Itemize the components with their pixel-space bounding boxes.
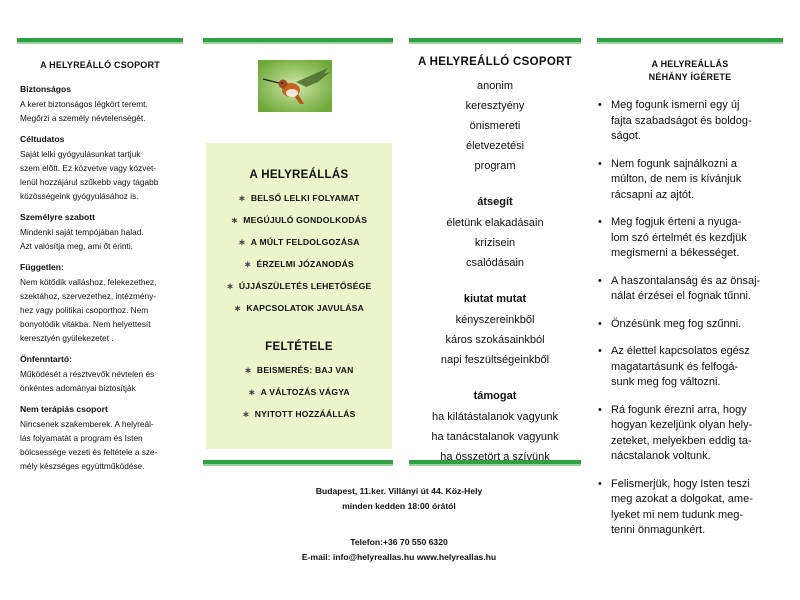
recovery-item <box>206 381 392 403</box>
promise-item: • Meg fogjuk érteni a nyuga- lom szó értelmét és kezdjük megismerni a békességet. <box>598 215 782 262</box>
program-group <box>410 386 580 467</box>
group-line: káros szokásainkból <box>445 334 545 346</box>
divider-top-1 <box>17 38 183 44</box>
feature-list <box>20 82 180 473</box>
program-word: életvezetési <box>465 140 525 152</box>
column-title: A HELYREÁLLÁS NÉHÁNY ÍGÉRETE <box>648 59 732 82</box>
promise-item: • Felismerjük, hogy Isten teszi meg azokat a dolgokat, ame- lyeket mi nem tudunk meg- tenni önmagunkért. <box>598 477 782 539</box>
promise-item: • Az élettel kapcsolatos egész magatartásunk és felfogá- sunk meg fog változni. <box>598 344 782 391</box>
recovery-title: A HELYREÁLLÁS <box>249 169 349 181</box>
column-title: A HELYREÁLLÓ CSOPORT <box>40 60 160 70</box>
condition-list <box>206 359 392 425</box>
asterisk-icon: ∗ <box>226 281 234 291</box>
feature-section <box>20 82 180 125</box>
address-line: Budapest, 11.ker. Villányi út 44. Köz-Hely <box>315 486 483 496</box>
asterisk-icon: ∗ <box>244 365 252 375</box>
group-line: kényszereinkből <box>455 314 535 326</box>
feature-section <box>20 402 180 473</box>
item-label: ÉRZELMI JÓZANODÁS <box>256 259 354 269</box>
feature-text: Nincsenek szakemberek. A helyreál- lás folyamatát a program és Isten bölcsessége vezeti és feltétele a sze- mély készséges együttműködése. <box>20 419 158 471</box>
item-label: BEISMERÉS: BAJ VAN <box>256 365 354 375</box>
recovery-item <box>206 253 392 275</box>
feature-text: A keret biztonságos légkört teremt. Megőrzi a személy névtelenségét. <box>20 99 148 123</box>
promise-list <box>598 98 782 539</box>
promise-item: • Rá fogunk érezni arra, hogy hogyan kezeljünk olyan hely- zeteket, melyekben eddig ta- nácstalanok voltunk. <box>598 403 782 465</box>
feature-text: Saját lelki gyógyulásunkat tartjuk szem előtt. Ez közvetve vagy közvet- lenül hozzájárul szűkebb vagy tágabb közösségeink gyógyulásához is. <box>20 149 159 201</box>
asterisk-icon: ∗ <box>248 387 256 397</box>
recovery-item <box>206 403 392 425</box>
program-group <box>410 289 580 370</box>
asterisk-icon: ∗ <box>238 193 246 203</box>
group-line: ha kilátástalanok vagyunk <box>432 411 558 423</box>
program-intro <box>410 76 580 176</box>
group-line: napi feszültségeinkből <box>440 354 550 366</box>
recovery-item <box>206 231 392 253</box>
item-label: BELSŐ LELKI FOLYAMAT <box>250 193 360 203</box>
feature-section <box>20 132 180 203</box>
condition-title: FELTÉTELE <box>265 341 333 353</box>
feature-heading: Céltudatos <box>20 134 65 144</box>
phone-line: Telefon:+36 70 550 6320 <box>350 537 448 547</box>
group-line: csalódásain <box>465 257 525 269</box>
feature-heading: Nem terápiás csoport <box>20 404 108 414</box>
group-heading: támogat <box>473 390 517 402</box>
feature-heading: Biztonságos <box>20 84 72 94</box>
column-title: A HELYREÁLLÓ CSOPORT <box>417 56 573 68</box>
group-heading: átsegít <box>477 196 513 208</box>
group-heading: kiutat mutat <box>463 293 527 305</box>
feature-section <box>20 210 180 253</box>
asterisk-icon: ∗ <box>233 303 242 313</box>
program-word: anonim <box>476 80 514 92</box>
item-label: NYITOTT HOZZÁÁLLÁS <box>254 409 356 419</box>
recovery-item <box>206 209 392 231</box>
group-line: életünk elakadásain <box>446 217 544 229</box>
recovery-item <box>206 297 392 319</box>
feature-heading: Személyre szabott <box>20 212 95 222</box>
item-label: MEGÚJULÓ GONDOLKODÁS <box>243 215 368 225</box>
recovery-list <box>206 187 392 319</box>
recovery-item <box>206 187 392 209</box>
schedule-line: minden kedden 18:00 órától <box>342 501 456 511</box>
divider-top-3 <box>409 38 581 44</box>
item-label: KAPCSOLATOK JAVULÁSA <box>246 303 365 313</box>
column-promises <box>598 58 782 551</box>
feature-heading: Önfenntartó: <box>20 354 73 364</box>
group-line: ha összetört a szívünk <box>440 451 550 463</box>
promise-item: • Meg fogunk ismerni egy új fajta szabadságot és boldog- ságot. <box>598 98 782 145</box>
program-groups <box>410 192 580 467</box>
divider-top-4 <box>597 38 783 44</box>
feature-text: Mindenki saját tempójában halad. Azt valósítja meg, ami őt érinti. <box>20 227 144 251</box>
contact-footer <box>206 484 592 565</box>
promise-item: • Önzésünk meg fog szűnni. <box>598 317 782 333</box>
contact-line: E-mail: info@helyreallas.hu www.helyreallas.hu <box>301 552 497 562</box>
item-label: A MÚLT FELDOLGOZÁSA <box>250 237 360 247</box>
asterisk-icon: ∗ <box>238 237 246 247</box>
recovery-box <box>206 143 392 449</box>
feature-text: Nem kötődik valláshoz, felekezethez, szektához, szervezethez, intézmény- hez vagy politikai csoporthoz. Nem bonyolódik vitákba. Nem helyettesít keresztyén gyülekezetet . <box>20 277 157 343</box>
column-group-features <box>20 58 180 480</box>
group-line: ha tanácstalanok vagyunk <box>431 431 559 443</box>
promise-item: • A haszontalanság és az önsaj- nálat érzései el fognak tűnni. <box>598 274 782 305</box>
asterisk-icon: ∗ <box>244 259 252 269</box>
program-group <box>410 192 580 273</box>
divider-top-2 <box>203 38 393 44</box>
asterisk-icon: ∗ <box>230 215 239 225</box>
recovery-item <box>206 359 392 381</box>
feature-section <box>20 352 180 395</box>
feature-heading: Független: <box>20 262 64 272</box>
asterisk-icon: ∗ <box>242 409 250 419</box>
hummingbird-image <box>258 60 332 112</box>
divider-mid-2 <box>203 460 393 466</box>
feature-text: Működését a résztvevők névtelen és önkéntes adományai biztosítják <box>20 369 155 393</box>
feature-section <box>20 260 180 345</box>
recovery-item <box>206 275 392 297</box>
group-line: krízisein <box>474 237 516 249</box>
item-label: ÚJJÁSZÜLETÉS LEHETŐSÉGE <box>238 281 372 291</box>
program-word: program <box>474 160 516 172</box>
item-label: A VÁLTOZÁS VÁGYA <box>260 387 350 397</box>
program-word: keresztyény <box>465 100 525 112</box>
program-word: önismereti <box>469 120 521 132</box>
column-group-program <box>410 52 580 467</box>
promise-item: • Nem fogunk sajnálkozni a múlton, de nem is kívánjuk rácsapni az ajtót. <box>598 157 782 204</box>
